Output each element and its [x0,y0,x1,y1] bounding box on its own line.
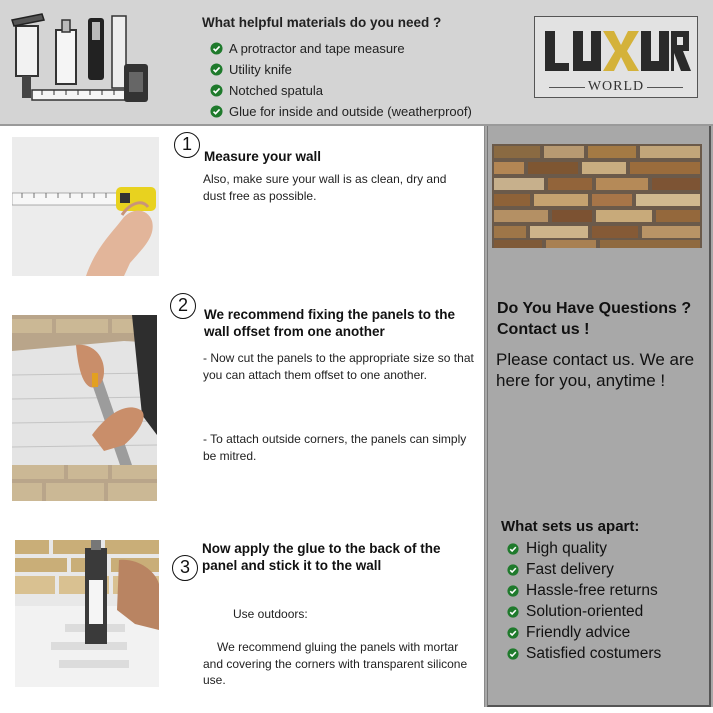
check-circle-icon [507,543,519,555]
check-circle-icon [507,606,519,618]
apart-label: Hassle-free returns [526,581,658,599]
material-item [210,59,472,80]
apart-title: What sets us apart: [501,518,640,535]
apart-item [507,643,661,664]
tools-illustration [8,8,156,112]
check-circle-icon [507,564,519,576]
step-2-text-1: - Now cut the panels to the appropriate size so that you can attach them offset to one another. [203,351,474,382]
contact-panel [484,126,713,707]
step-number-3: 3 [172,555,198,581]
step-number-2: 2 [170,293,196,319]
step-1-text: Also, make sure your wall is as clean, dry and dust free as possible. [203,172,447,203]
cut-panel-photo [12,315,157,501]
material-label: Glue for inside and outside (weatherproof) [229,104,472,119]
check-circle-icon [507,585,519,597]
logo-subtitle: WORLD [587,79,645,94]
step-3-title: Now apply the glue to the back of the panel and stick it to the wall [202,541,441,573]
apart-item [507,580,661,601]
apart-item [507,622,661,643]
step-3-text-2: We recommend gluing the panels with mortar and covering the corners with transparent silicone use. [203,640,468,687]
logo-rule-right [647,87,683,88]
check-circle-icon [210,63,223,76]
apart-item [507,538,661,559]
apart-label: High quality [526,539,607,557]
materials-title: What helpful materials do you need ? [202,15,442,30]
apart-label: Satisfied costumers [526,644,662,662]
step-2-text-2: - To attach outside corners, the panels can simply be mitred. [203,432,467,463]
apart-label: Solution-oriented [526,602,644,620]
apart-item [507,601,661,622]
questions-body: Please contact us. We are here for you, anytime ! [496,350,695,390]
materials-list [210,38,472,122]
check-circle-icon [507,627,519,639]
material-item [210,80,472,101]
apart-list [507,538,661,664]
measure-wall-photo [12,137,159,276]
material-item [210,101,472,122]
brand-logo [534,16,698,98]
header-banner [0,0,713,126]
step-number-1: 1 [174,132,200,158]
step-2-title: We recommend fixing the panels to the wall offset from one another [204,307,456,339]
step-3-text-1: Use outdoors: [233,607,308,621]
brick-wall-image [492,144,702,248]
apply-glue-photo [15,540,159,687]
questions-title: Do You Have Questions ? Contact us ! [497,300,692,338]
apart-label: Friendly advice [526,623,631,641]
check-circle-icon [210,105,223,118]
material-item [210,38,472,59]
luxur-logo-mark [543,27,691,75]
material-label: Utility knife [229,62,292,77]
check-circle-icon [210,84,223,97]
material-label: A protractor and tape measure [229,41,405,56]
check-circle-icon [210,42,223,55]
material-label: Notched spatula [229,83,323,98]
apart-item [507,559,661,580]
apart-label: Fast delivery [526,560,614,578]
check-circle-icon [507,648,519,660]
step-1-title: Measure your wall [204,149,322,164]
